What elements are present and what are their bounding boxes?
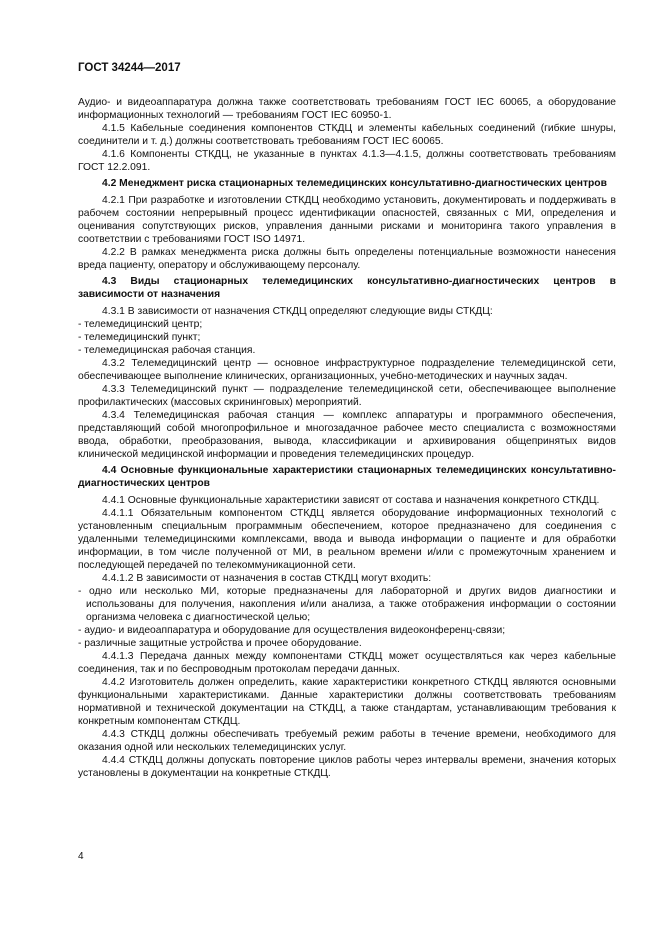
paragraph: 4.4.4 СТКДЦ должны допускать повторение циклов работы через интервалы времени, значения которых установлены в документации на конкретные СТКДЦ. [78, 755, 616, 779]
paragraph: 4.3.4 Телемедицинская рабочая станция — комплекс аппаратуры и программного обеспечения, представляющий собой многопрофильное и многозадачное рабочее место специалиста с возможностями ввода, обработки, преобразования, вывода, классификации и архивирования общепринятых видов клинической медицинской информации и проведения телемедицинских процедур. [78, 410, 616, 460]
paragraph: Аудио- и видеоаппаратура должна также соответствовать требованиям ГОСТ IEC 60065, а оборудование информационных технологий — требованиям ГОСТ IEC 60950-1. [78, 97, 616, 121]
paragraph: 4.4.1.2 В зависимости от назначения в состав СТКДЦ могут входить: [102, 573, 432, 584]
list-item: - одно или несколько МИ, которые предназначены для лабораторной и других видов диагностики и использованы для получения, накопления и/или анализа, а также отображения информации о состоянии организма человека с диагностической целью; [78, 586, 616, 623]
paragraph: 4.4.2 Изготовитель должен определить, какие характеристики конкретного СТКДЦ являются основными функциональными характеристиками. Данные характеристики должны соответствовать требованиям нормативной и технической документации на СТКДЦ, а также стандартам, устанавливающим требования к конкретным компонентам СТКДЦ. [78, 677, 616, 727]
page-number: 4 [78, 851, 84, 862]
paragraph: 4.2.1 При разработке и изготовлении СТКДЦ необходимо установить, документировать и поддерживать в рабочем состоянии непрерывный процесс идентификации опасностей, связанных с МИ, определения и оценивания сопутствующих рисков, управления данными рисками и мониторинга такого управления в соответствии с требованиями ГОСТ ISO 14971. [78, 195, 616, 245]
list-item: - различные защитные устройства и прочее оборудование. [78, 638, 362, 649]
list-item: - телемедицинский центр; [78, 319, 203, 330]
paragraph: 4.4.1 Основные функциональные характеристики зависят от состава и назначения конкретного СТКДЦ. [102, 495, 600, 506]
section-heading: 4.3 Виды стационарных телемедицинских консультативно-диагностических центров в зависимости от назначения [78, 276, 616, 300]
paragraph: 4.3.2 Телемедицинский центр — основное инфраструктурное подразделение телемедицинской сети, обеспечивающее выполнение клинических, организационных, учебно-методических и научных задач. [78, 358, 616, 382]
section-heading: 4.2 Менеджмент риска стационарных телемедицинских консультативно-диагностических центров [102, 178, 607, 189]
paragraph: 4.3.3 Телемедицинский пункт — подразделение телемедицинской сети, обеспечивающее выполнение профилактических (массовых скрининговых) мероприятий. [78, 384, 616, 408]
document-page [78, 62, 616, 780]
list-item: - телемедицинский пункт; [78, 332, 201, 343]
paragraph: 4.1.6 Компоненты СТКДЦ, не указанные в пунктах 4.1.3—4.1.5, должны соответствовать требованиям ГОСТ 12.2.091. [78, 149, 616, 173]
paragraph: 4.4.3 СТКДЦ должны обеспечивать требуемый режим работы в течение времени, необходимого для оказания одной или нескольких телемедицинских услуг. [78, 729, 616, 753]
section-heading: 4.4 Основные функциональные характеристики стационарных телемедицинских консультативно-диагностических центров [78, 465, 616, 489]
paragraph: 4.4.1.1 Обязательным компонентом СТКДЦ является оборудование информационных технологий с установленным специальным программным обеспечением, которое предназначено для соединения с удаленными телемедицинскими комплексами, ввода и вывода информации о пациенте и для обработки информации, в том числе полученной от МИ, в реальном времени и/или с промежуточным хранением и последующей передачей по телекоммуникационной сети. [78, 508, 616, 571]
paragraph: 4.2.2 В рамках менеджмента риска должны быть определены потенциальные возможности нанесения вреда пациенту, оператору и обслуживающему персоналу. [78, 247, 616, 271]
paragraph: 4.1.5 Кабельные соединения компонентов СТКДЦ и элементы кабельных соединений (гибкие шнуры, соединители и т. д.) должны соответствовать требованиям ГОСТ IEC 60065. [78, 123, 616, 147]
paragraph: 4.3.1 В зависимости от назначения СТКДЦ определяют следующие виды СТКДЦ: [102, 306, 493, 317]
paragraph: 4.4.1.3 Передача данных между компонентами СТКДЦ может осуществляться как через кабельные соединения, так и по беспроводным протоколам передачи данных. [78, 651, 616, 675]
list-item: - телемедицинская рабочая станция. [78, 345, 256, 356]
list-item: - аудио- и видеоаппаратура и оборудование для осуществления видеоконференц-связи; [78, 625, 506, 636]
document-header: ГОСТ 34244—2017 [78, 62, 181, 74]
